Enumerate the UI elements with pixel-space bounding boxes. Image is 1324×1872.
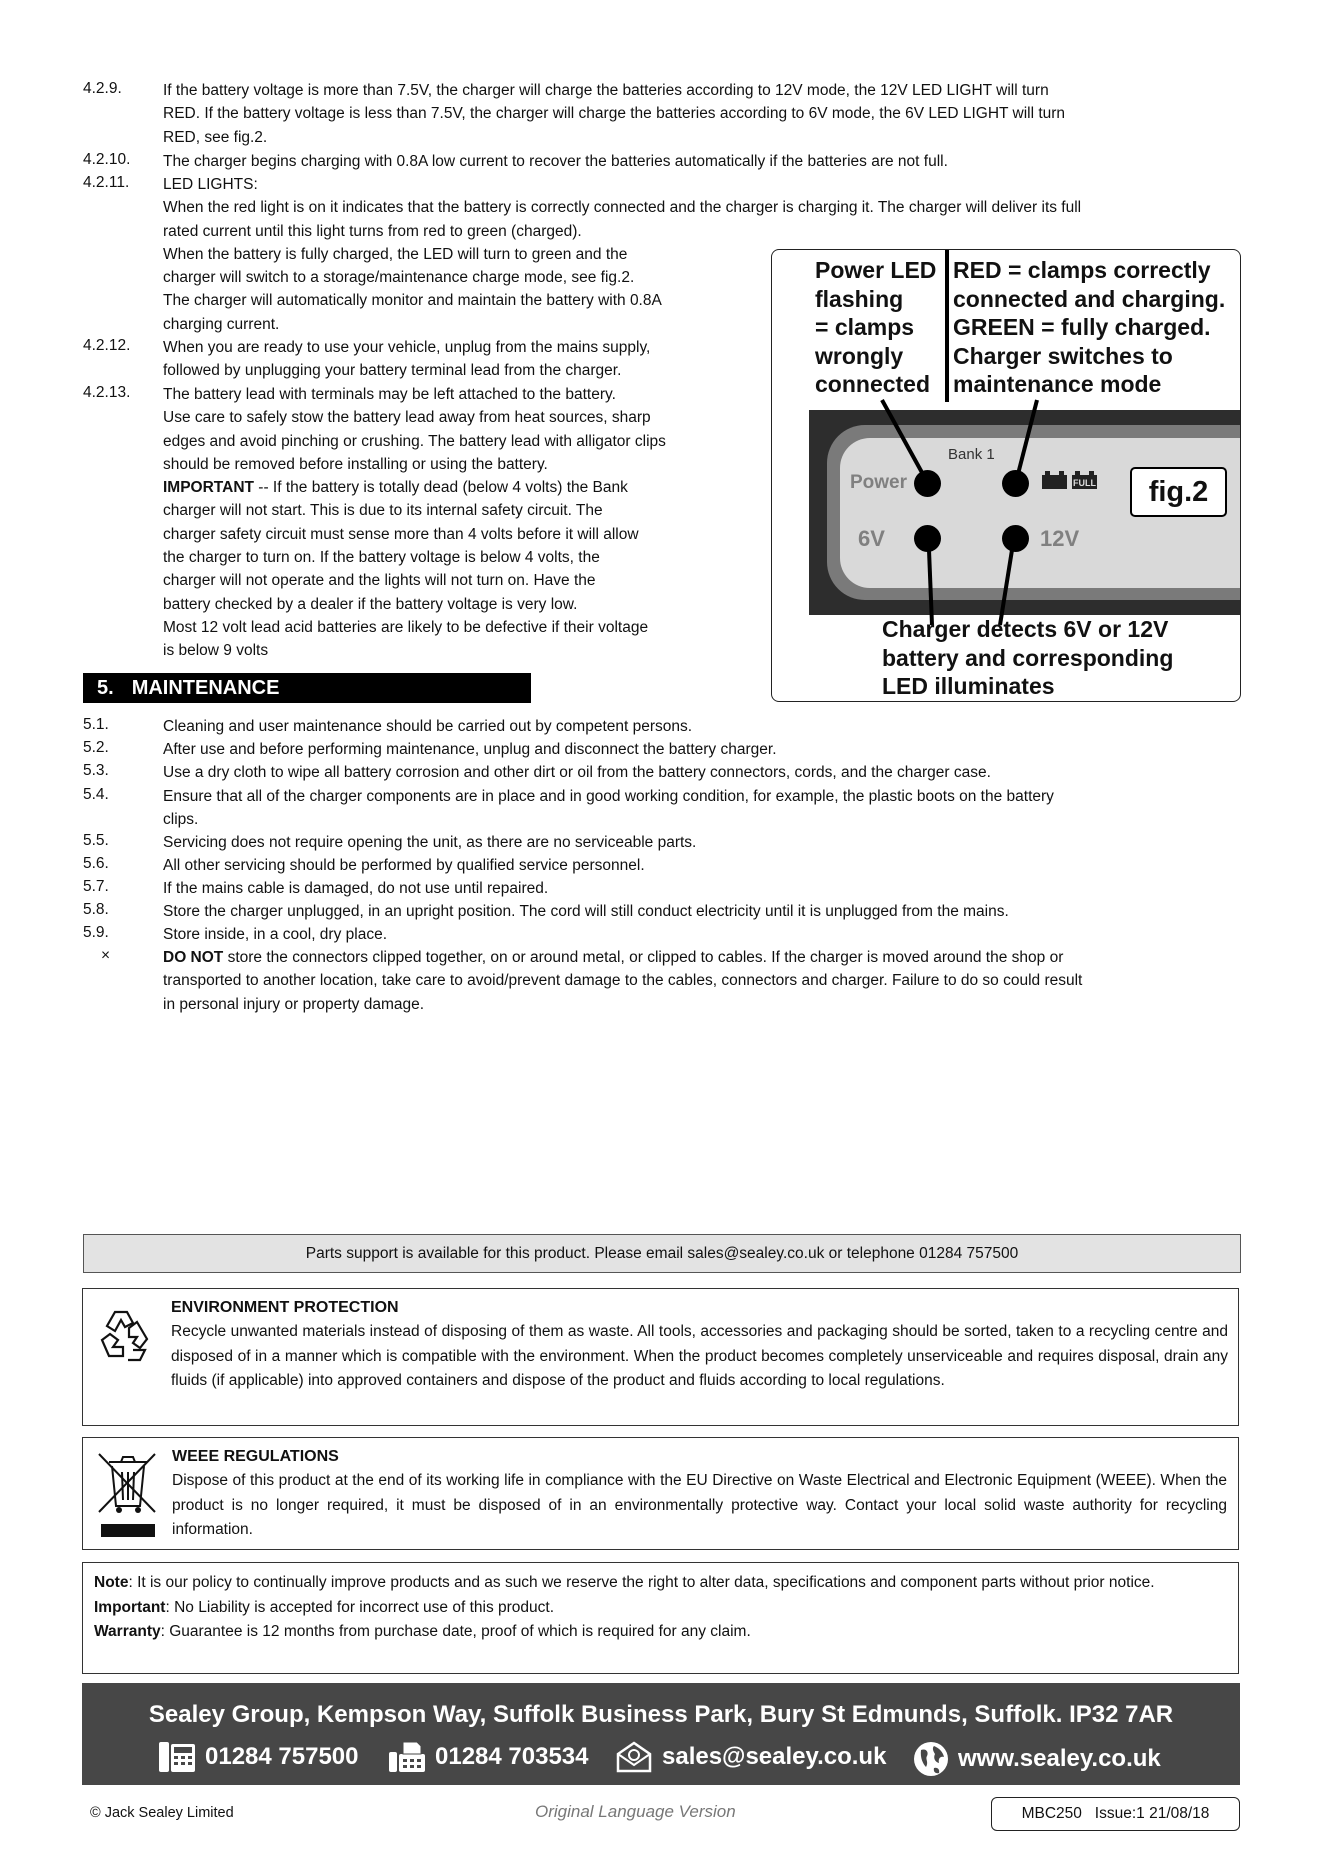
weee-box xyxy=(82,1437,1239,1550)
environment-title: ENVIRONMENT PROTECTION xyxy=(171,1299,399,1316)
item-text: Ensure that all of the charger components are in place and in good working condition, for example, the plastic boots on the battery clips. xyxy=(163,788,1054,829)
telephone-icon xyxy=(157,1740,197,1774)
item-text: Use a dry cloth to wipe all battery corrosion and other dirt or oil from the battery connectors, cords, and the charger case. xyxy=(163,764,991,781)
item-number: 4.2.11. xyxy=(83,174,130,191)
section-header-maintenance: 5. MAINTENANCE xyxy=(83,673,531,703)
item-text: When you are ready to use your vehicle, unplug from the mains supply, followed by unplugging your battery terminal lead from the charger. xyxy=(163,339,651,380)
item-number: 4.2.10. xyxy=(83,151,131,168)
phone-number: 01284 757500 xyxy=(205,1743,359,1770)
weee-bin-icon xyxy=(95,1448,161,1540)
warning-mark: × xyxy=(101,947,111,964)
phone-contact[interactable] xyxy=(157,1740,359,1774)
item-number: 5.7. xyxy=(83,878,109,895)
item-text: LED LIGHTS: When the red light is on it indicates that the battery is correctly connected and the charger is charging it. The charger will deliver its full rated current until this light turns from red to green (charged). When the battery is fully charged, the LED will turn to green and the charger will switch to a storage/maintenance charge mode, see fig.2. The charger will automatically monitor and maintain the battery with 0.8A charging current. xyxy=(163,176,1082,333)
language-version: Original Language Version xyxy=(535,1802,736,1821)
fax-contact[interactable] xyxy=(387,1740,589,1774)
email-address: sales@sealey.co.uk xyxy=(662,1743,887,1770)
recycle-icon xyxy=(93,1304,157,1368)
item-text: Cleaning and user maintenance should be carried out by competent persons. xyxy=(163,718,693,735)
item-number: 4.2.13. xyxy=(83,384,131,401)
item-text: If the battery voltage is more than 7.5V, the charger will charge the batteries according to 12V mode, the 12V LED LIGHT will turn RED. If the battery voltage is less than 7.5V, the charger will charge the batteries according to 6V mode, the 6V LED LIGHT will turn RED, see fig.2. xyxy=(163,82,1066,146)
item-text: After use and before performing maintenance, unplug and disconnect the battery charger. xyxy=(163,741,777,758)
email-contact[interactable] xyxy=(614,1740,886,1774)
item-text: The battery lead with terminals may be left attached to the battery. Use care to safely stow the battery lead away from heat sources, sharp edges and avoid pinching or crushing. The battery lead with alligator clips should be removed before installing or using the battery. IMPORTANT -- If the battery is totally dead (below 4 volts) the Bank charger will not start. This is due to its internal safety circuit. The charger safety circuit must sense more than 4 volts before it will allow the charger to turn on. If the battery voltage is below 4 volts, the charger will not operate and the lights will not turn on. Have the battery checked by a dealer if the battery voltage is very low. Most 12 volt lead acid batteries are likely to be defective if their voltage is below 9 volts xyxy=(163,386,666,660)
weee-title: WEEE REGULATIONS xyxy=(172,1448,339,1465)
power-led-caption: Power LED flashing = clamps wrongly connected xyxy=(815,257,937,397)
note-box xyxy=(82,1562,1239,1674)
panel-bank-label: Bank 1 xyxy=(948,446,995,463)
globe-icon xyxy=(912,1740,950,1778)
item-number: 4.2.9. xyxy=(83,80,122,97)
panel-12v-label: 12V xyxy=(1040,526,1080,551)
website-url: www.sealey.co.uk xyxy=(958,1745,1161,1772)
item-number: 4.2.12. xyxy=(83,337,131,354)
item-text: All other servicing should be performed by qualified service personnel. xyxy=(163,857,645,874)
item-text: Store inside, in a cool, dry place. xyxy=(163,926,388,943)
item-number: 5.5. xyxy=(83,832,109,849)
item-text: If the mains cable is damaged, do not use until repaired. xyxy=(163,880,549,897)
figure-led-panel xyxy=(771,249,1241,702)
company-address: Sealey Group, Kempson Way, Suffolk Business Park, Bury St Edmunds, Suffolk. IP32 7AR xyxy=(148,1701,1174,1728)
fax-number: 01284 703534 xyxy=(435,1743,589,1770)
item-number: 5.1. xyxy=(83,716,109,733)
svg-text:FULL: FULL xyxy=(1073,478,1096,488)
item-number: 5.4. xyxy=(83,786,109,803)
weee-body: Dispose of this product at the end of its working life in compliance with the EU Directive on Waste Electrical and Electronic Equipment (WEEE). When the product is no longer required, it must be disposed of in an environmentally protective way. Contact your local solid waste authority for recycling information. xyxy=(172,1472,1227,1538)
company-footer xyxy=(82,1683,1240,1785)
item-number: 5.2. xyxy=(83,739,109,756)
warning-text: DO NOT store the connectors clipped together, on or around metal, or clipped to cables. If the charger is moved around the shop or transported to another location, take care to avoid/prevent damage to the cables, connectors and charger. Failure to do so could result in personal injury or property damage. xyxy=(163,949,1083,1013)
item-number: 5.8. xyxy=(83,901,109,918)
important-label: IMPORTANT xyxy=(163,479,254,497)
email-icon xyxy=(614,1740,654,1774)
panel-6v-label: 6V xyxy=(858,526,885,551)
panel-power-label: Power xyxy=(850,472,908,493)
item-text: Servicing does not require opening the unit, as there are no serviceable parts. xyxy=(163,834,697,851)
status-led-caption: RED = clamps correctly connected and charging. GREEN = fully charged. Charger switches to maintenance mode xyxy=(953,257,1226,397)
item-number: 5.3. xyxy=(83,762,109,779)
note-text: Note: It is our policy to continually improve products and as such we reserve the right to alter data, specifications and component parts without prior notice. Important: No Liability is accepted for incorrect use of this product. Warranty: Guarantee is 12 months from purchase date, proof of which is required for any claim. xyxy=(94,1574,1155,1640)
environment-box xyxy=(82,1288,1239,1426)
item-text: Store the charger unplugged, in an upright position. The cord will still conduct electricity until it is unplugged from the mains. xyxy=(163,903,1009,920)
copyright: © Jack Sealey Limited xyxy=(90,1805,234,1821)
item-number: 5.9. xyxy=(83,924,109,941)
voltage-detect-caption: Charger detects 6V or 12V battery and corresponding LED illuminates xyxy=(882,616,1174,699)
website-contact[interactable] xyxy=(912,1740,1161,1778)
document-reference: MBC250 Issue:1 21/08/18 xyxy=(991,1797,1240,1831)
item-text: The charger begins charging with 0.8A low current to recover the batteries automatically if the batteries are not full. xyxy=(163,153,948,170)
fax-icon xyxy=(387,1740,427,1774)
figure-tag: fig.2 xyxy=(1130,467,1227,517)
item-number: 5.6. xyxy=(83,855,109,872)
parts-support-banner: Parts support is available for this product. Please email sales@sealey.co.uk or telephone 01284 757500 xyxy=(83,1234,1241,1273)
environment-body: Recycle unwanted materials instead of disposing of them as waste. All tools, accessories and packaging should be sorted, taken to a recycling centre and disposed of in a manner which is compatible with the environment. When the product becomes completely unserviceable and requires disposal, drain any fluids (if applicable) into approved containers and dispose of the product and fluids according to local regulations. xyxy=(171,1323,1228,1389)
